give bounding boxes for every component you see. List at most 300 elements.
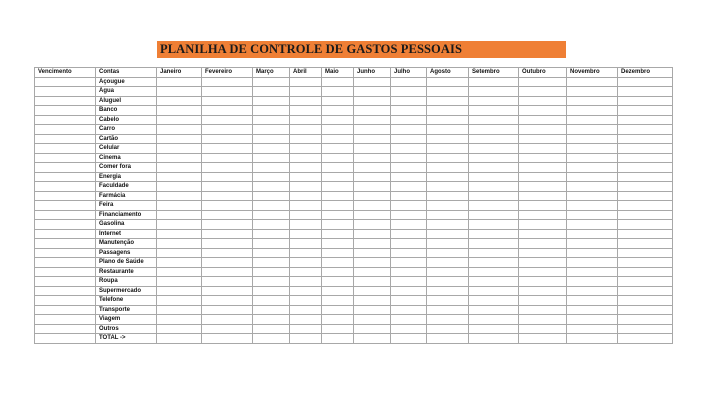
month-value-cell[interactable] xyxy=(567,296,618,306)
month-value-cell[interactable] xyxy=(567,220,618,230)
month-value-cell[interactable] xyxy=(391,144,427,154)
month-value-cell[interactable] xyxy=(322,267,354,277)
month-value-cell[interactable] xyxy=(290,182,322,192)
month-value-cell[interactable] xyxy=(427,96,469,106)
month-value-cell[interactable] xyxy=(519,324,567,334)
month-value-cell[interactable] xyxy=(391,220,427,230)
month-value-cell[interactable] xyxy=(354,277,391,287)
month-value-cell[interactable] xyxy=(391,191,427,201)
month-value-cell[interactable] xyxy=(202,286,253,296)
month-value-cell[interactable] xyxy=(157,77,202,87)
month-value-cell[interactable] xyxy=(469,324,519,334)
month-value-cell[interactable] xyxy=(618,248,673,258)
month-value-cell[interactable] xyxy=(202,96,253,106)
month-value-cell[interactable] xyxy=(618,115,673,125)
month-value-cell[interactable] xyxy=(618,210,673,220)
month-value-cell[interactable] xyxy=(202,191,253,201)
month-value-cell[interactable] xyxy=(354,134,391,144)
month-value-cell[interactable] xyxy=(157,296,202,306)
month-value-cell[interactable] xyxy=(391,106,427,116)
expense-category-cell[interactable]: Água xyxy=(96,87,157,97)
due-date-cell[interactable] xyxy=(35,163,96,173)
month-value-cell[interactable] xyxy=(427,315,469,325)
month-value-cell[interactable] xyxy=(427,258,469,268)
month-value-cell[interactable] xyxy=(253,267,290,277)
month-value-cell[interactable] xyxy=(354,334,391,344)
month-value-cell[interactable] xyxy=(322,115,354,125)
expense-category-cell[interactable]: Plano de Saúde xyxy=(96,258,157,268)
month-value-cell[interactable] xyxy=(290,191,322,201)
month-value-cell[interactable] xyxy=(354,324,391,334)
month-value-cell[interactable] xyxy=(618,144,673,154)
month-value-cell[interactable] xyxy=(567,267,618,277)
month-value-cell[interactable] xyxy=(519,305,567,315)
month-value-cell[interactable] xyxy=(391,267,427,277)
month-value-cell[interactable] xyxy=(354,172,391,182)
month-value-cell[interactable] xyxy=(157,258,202,268)
month-value-cell[interactable] xyxy=(391,163,427,173)
month-value-cell[interactable] xyxy=(391,96,427,106)
column-header[interactable]: Fevereiro xyxy=(202,68,253,78)
column-header[interactable]: Novembro xyxy=(567,68,618,78)
month-value-cell[interactable] xyxy=(157,248,202,258)
expense-category-cell[interactable]: Supermercado xyxy=(96,286,157,296)
month-value-cell[interactable] xyxy=(354,77,391,87)
month-value-cell[interactable] xyxy=(469,96,519,106)
due-date-cell[interactable] xyxy=(35,324,96,334)
month-value-cell[interactable] xyxy=(469,163,519,173)
month-value-cell[interactable] xyxy=(157,144,202,154)
due-date-cell[interactable] xyxy=(35,77,96,87)
month-value-cell[interactable] xyxy=(290,324,322,334)
month-value-cell[interactable] xyxy=(567,182,618,192)
month-value-cell[interactable] xyxy=(618,296,673,306)
due-date-cell[interactable] xyxy=(35,210,96,220)
month-value-cell[interactable] xyxy=(519,115,567,125)
month-value-cell[interactable] xyxy=(427,144,469,154)
month-value-cell[interactable] xyxy=(519,258,567,268)
due-date-cell[interactable] xyxy=(35,144,96,154)
month-value-cell[interactable] xyxy=(567,305,618,315)
month-value-cell[interactable] xyxy=(354,305,391,315)
month-value-cell[interactable] xyxy=(391,115,427,125)
month-value-cell[interactable] xyxy=(202,134,253,144)
month-value-cell[interactable] xyxy=(354,125,391,135)
month-value-cell[interactable] xyxy=(567,277,618,287)
month-value-cell[interactable] xyxy=(618,77,673,87)
month-value-cell[interactable] xyxy=(391,248,427,258)
month-value-cell[interactable] xyxy=(618,334,673,344)
expense-category-cell[interactable]: Viagem xyxy=(96,315,157,325)
month-value-cell[interactable] xyxy=(567,172,618,182)
expense-category-cell[interactable]: Energia xyxy=(96,172,157,182)
month-value-cell[interactable] xyxy=(354,144,391,154)
month-value-cell[interactable] xyxy=(157,229,202,239)
month-value-cell[interactable] xyxy=(157,163,202,173)
expense-category-cell[interactable]: TOTAL -> xyxy=(96,334,157,344)
month-value-cell[interactable] xyxy=(469,334,519,344)
month-value-cell[interactable] xyxy=(427,77,469,87)
expense-category-cell[interactable]: Roupa xyxy=(96,277,157,287)
month-value-cell[interactable] xyxy=(322,144,354,154)
month-value-cell[interactable] xyxy=(253,144,290,154)
due-date-cell[interactable] xyxy=(35,87,96,97)
month-value-cell[interactable] xyxy=(157,334,202,344)
month-value-cell[interactable] xyxy=(253,153,290,163)
month-value-cell[interactable] xyxy=(322,134,354,144)
month-value-cell[interactable] xyxy=(253,115,290,125)
month-value-cell[interactable] xyxy=(202,106,253,116)
month-value-cell[interactable] xyxy=(519,153,567,163)
month-value-cell[interactable] xyxy=(567,153,618,163)
expense-category-cell[interactable]: Cartão xyxy=(96,134,157,144)
month-value-cell[interactable] xyxy=(290,248,322,258)
due-date-cell[interactable] xyxy=(35,258,96,268)
month-value-cell[interactable] xyxy=(322,248,354,258)
month-value-cell[interactable] xyxy=(519,315,567,325)
month-value-cell[interactable] xyxy=(157,191,202,201)
due-date-cell[interactable] xyxy=(35,115,96,125)
month-value-cell[interactable] xyxy=(202,220,253,230)
month-value-cell[interactable] xyxy=(322,172,354,182)
column-header[interactable]: Contas xyxy=(96,68,157,78)
month-value-cell[interactable] xyxy=(202,144,253,154)
month-value-cell[interactable] xyxy=(427,115,469,125)
column-header[interactable]: Setembro xyxy=(469,68,519,78)
expense-category-cell[interactable]: Farmácia xyxy=(96,191,157,201)
month-value-cell[interactable] xyxy=(618,229,673,239)
due-date-cell[interactable] xyxy=(35,334,96,344)
month-value-cell[interactable] xyxy=(290,277,322,287)
month-value-cell[interactable] xyxy=(391,125,427,135)
month-value-cell[interactable] xyxy=(469,277,519,287)
month-value-cell[interactable] xyxy=(354,191,391,201)
month-value-cell[interactable] xyxy=(290,315,322,325)
month-value-cell[interactable] xyxy=(202,296,253,306)
due-date-cell[interactable] xyxy=(35,239,96,249)
month-value-cell[interactable] xyxy=(157,305,202,315)
month-value-cell[interactable] xyxy=(469,106,519,116)
month-value-cell[interactable] xyxy=(391,210,427,220)
month-value-cell[interactable] xyxy=(469,182,519,192)
month-value-cell[interactable] xyxy=(157,315,202,325)
due-date-cell[interactable] xyxy=(35,277,96,287)
month-value-cell[interactable] xyxy=(354,96,391,106)
month-value-cell[interactable] xyxy=(322,277,354,287)
month-value-cell[interactable] xyxy=(354,201,391,211)
month-value-cell[interactable] xyxy=(322,210,354,220)
month-value-cell[interactable] xyxy=(427,324,469,334)
month-value-cell[interactable] xyxy=(354,229,391,239)
month-value-cell[interactable] xyxy=(253,239,290,249)
month-value-cell[interactable] xyxy=(427,182,469,192)
month-value-cell[interactable] xyxy=(567,315,618,325)
due-date-cell[interactable] xyxy=(35,96,96,106)
month-value-cell[interactable] xyxy=(567,286,618,296)
month-value-cell[interactable] xyxy=(427,134,469,144)
month-value-cell[interactable] xyxy=(567,201,618,211)
month-value-cell[interactable] xyxy=(253,258,290,268)
month-value-cell[interactable] xyxy=(322,315,354,325)
column-header[interactable]: Maio xyxy=(322,68,354,78)
month-value-cell[interactable] xyxy=(427,296,469,306)
column-header[interactable]: Agosto xyxy=(427,68,469,78)
month-value-cell[interactable] xyxy=(202,324,253,334)
month-value-cell[interactable] xyxy=(202,334,253,344)
month-value-cell[interactable] xyxy=(391,258,427,268)
month-value-cell[interactable] xyxy=(519,172,567,182)
month-value-cell[interactable] xyxy=(290,220,322,230)
month-value-cell[interactable] xyxy=(469,248,519,258)
month-value-cell[interactable] xyxy=(469,239,519,249)
month-value-cell[interactable] xyxy=(202,201,253,211)
month-value-cell[interactable] xyxy=(567,77,618,87)
month-value-cell[interactable] xyxy=(322,296,354,306)
month-value-cell[interactable] xyxy=(469,296,519,306)
due-date-cell[interactable] xyxy=(35,106,96,116)
month-value-cell[interactable] xyxy=(427,172,469,182)
expense-category-cell[interactable]: Cabelo xyxy=(96,115,157,125)
month-value-cell[interactable] xyxy=(519,134,567,144)
month-value-cell[interactable] xyxy=(391,172,427,182)
month-value-cell[interactable] xyxy=(322,220,354,230)
month-value-cell[interactable] xyxy=(157,220,202,230)
month-value-cell[interactable] xyxy=(253,220,290,230)
month-value-cell[interactable] xyxy=(157,125,202,135)
month-value-cell[interactable] xyxy=(618,125,673,135)
column-header[interactable]: Janeiro xyxy=(157,68,202,78)
month-value-cell[interactable] xyxy=(202,87,253,97)
month-value-cell[interactable] xyxy=(567,239,618,249)
month-value-cell[interactable] xyxy=(157,286,202,296)
month-value-cell[interactable] xyxy=(354,267,391,277)
column-header[interactable]: Março xyxy=(253,68,290,78)
expense-category-cell[interactable]: Banco xyxy=(96,106,157,116)
month-value-cell[interactable] xyxy=(290,134,322,144)
month-value-cell[interactable] xyxy=(469,286,519,296)
month-value-cell[interactable] xyxy=(519,277,567,287)
month-value-cell[interactable] xyxy=(354,315,391,325)
month-value-cell[interactable] xyxy=(427,229,469,239)
month-value-cell[interactable] xyxy=(202,267,253,277)
month-value-cell[interactable] xyxy=(290,87,322,97)
month-value-cell[interactable] xyxy=(157,87,202,97)
month-value-cell[interactable] xyxy=(469,220,519,230)
month-value-cell[interactable] xyxy=(519,125,567,135)
month-value-cell[interactable] xyxy=(469,258,519,268)
month-value-cell[interactable] xyxy=(322,125,354,135)
month-value-cell[interactable] xyxy=(618,172,673,182)
month-value-cell[interactable] xyxy=(469,144,519,154)
month-value-cell[interactable] xyxy=(202,305,253,315)
due-date-cell[interactable] xyxy=(35,125,96,135)
month-value-cell[interactable] xyxy=(469,134,519,144)
month-value-cell[interactable] xyxy=(202,172,253,182)
month-value-cell[interactable] xyxy=(253,296,290,306)
expense-category-cell[interactable]: Restaurante xyxy=(96,267,157,277)
month-value-cell[interactable] xyxy=(391,201,427,211)
month-value-cell[interactable] xyxy=(618,106,673,116)
month-value-cell[interactable] xyxy=(469,229,519,239)
month-value-cell[interactable] xyxy=(519,87,567,97)
month-value-cell[interactable] xyxy=(157,277,202,287)
due-date-cell[interactable] xyxy=(35,134,96,144)
month-value-cell[interactable] xyxy=(290,172,322,182)
month-value-cell[interactable] xyxy=(469,153,519,163)
month-value-cell[interactable] xyxy=(469,201,519,211)
month-value-cell[interactable] xyxy=(290,144,322,154)
expense-category-cell[interactable]: Aluguel xyxy=(96,96,157,106)
month-value-cell[interactable] xyxy=(322,324,354,334)
month-value-cell[interactable] xyxy=(354,115,391,125)
due-date-cell[interactable] xyxy=(35,267,96,277)
month-value-cell[interactable] xyxy=(469,125,519,135)
due-date-cell[interactable] xyxy=(35,153,96,163)
month-value-cell[interactable] xyxy=(202,153,253,163)
month-value-cell[interactable] xyxy=(290,201,322,211)
month-value-cell[interactable] xyxy=(519,286,567,296)
month-value-cell[interactable] xyxy=(290,77,322,87)
month-value-cell[interactable] xyxy=(322,153,354,163)
month-value-cell[interactable] xyxy=(157,106,202,116)
month-value-cell[interactable] xyxy=(157,182,202,192)
expense-category-cell[interactable]: Gasolina xyxy=(96,220,157,230)
month-value-cell[interactable] xyxy=(202,77,253,87)
month-value-cell[interactable] xyxy=(618,182,673,192)
month-value-cell[interactable] xyxy=(157,267,202,277)
month-value-cell[interactable] xyxy=(290,334,322,344)
month-value-cell[interactable] xyxy=(202,258,253,268)
month-value-cell[interactable] xyxy=(519,201,567,211)
month-value-cell[interactable] xyxy=(253,277,290,287)
month-value-cell[interactable] xyxy=(519,334,567,344)
month-value-cell[interactable] xyxy=(427,201,469,211)
month-value-cell[interactable] xyxy=(618,96,673,106)
month-value-cell[interactable] xyxy=(567,229,618,239)
month-value-cell[interactable] xyxy=(322,201,354,211)
due-date-cell[interactable] xyxy=(35,172,96,182)
column-header[interactable]: Junho xyxy=(354,68,391,78)
due-date-cell[interactable] xyxy=(35,305,96,315)
month-value-cell[interactable] xyxy=(567,324,618,334)
month-value-cell[interactable] xyxy=(202,239,253,249)
month-value-cell[interactable] xyxy=(253,172,290,182)
month-value-cell[interactable] xyxy=(427,125,469,135)
month-value-cell[interactable] xyxy=(253,134,290,144)
expense-category-cell[interactable]: Açougue xyxy=(96,77,157,87)
month-value-cell[interactable] xyxy=(157,134,202,144)
month-value-cell[interactable] xyxy=(202,315,253,325)
month-value-cell[interactable] xyxy=(567,163,618,173)
month-value-cell[interactable] xyxy=(290,106,322,116)
month-value-cell[interactable] xyxy=(253,229,290,239)
month-value-cell[interactable] xyxy=(519,267,567,277)
expense-category-cell[interactable]: Faculdade xyxy=(96,182,157,192)
month-value-cell[interactable] xyxy=(567,115,618,125)
month-value-cell[interactable] xyxy=(567,96,618,106)
month-value-cell[interactable] xyxy=(202,115,253,125)
expense-category-cell[interactable]: Feira xyxy=(96,201,157,211)
column-header[interactable]: Dezembro xyxy=(618,68,673,78)
month-value-cell[interactable] xyxy=(519,96,567,106)
month-value-cell[interactable] xyxy=(253,315,290,325)
month-value-cell[interactable] xyxy=(427,163,469,173)
month-value-cell[interactable] xyxy=(427,267,469,277)
month-value-cell[interactable] xyxy=(391,315,427,325)
month-value-cell[interactable] xyxy=(567,210,618,220)
month-value-cell[interactable] xyxy=(469,305,519,315)
month-value-cell[interactable] xyxy=(391,296,427,306)
expense-category-cell[interactable]: Cinema xyxy=(96,153,157,163)
month-value-cell[interactable] xyxy=(427,286,469,296)
month-value-cell[interactable] xyxy=(567,144,618,154)
month-value-cell[interactable] xyxy=(391,239,427,249)
month-value-cell[interactable] xyxy=(354,153,391,163)
month-value-cell[interactable] xyxy=(253,125,290,135)
month-value-cell[interactable] xyxy=(618,267,673,277)
month-value-cell[interactable] xyxy=(519,248,567,258)
month-value-cell[interactable] xyxy=(253,201,290,211)
month-value-cell[interactable] xyxy=(618,239,673,249)
month-value-cell[interactable] xyxy=(391,77,427,87)
month-value-cell[interactable] xyxy=(253,191,290,201)
month-value-cell[interactable] xyxy=(469,267,519,277)
column-header[interactable]: Abril xyxy=(290,68,322,78)
month-value-cell[interactable] xyxy=(391,286,427,296)
month-value-cell[interactable] xyxy=(290,229,322,239)
month-value-cell[interactable] xyxy=(567,125,618,135)
month-value-cell[interactable] xyxy=(427,277,469,287)
month-value-cell[interactable] xyxy=(618,191,673,201)
month-value-cell[interactable] xyxy=(391,182,427,192)
month-value-cell[interactable] xyxy=(157,239,202,249)
month-value-cell[interactable] xyxy=(253,210,290,220)
due-date-cell[interactable] xyxy=(35,315,96,325)
month-value-cell[interactable] xyxy=(322,305,354,315)
month-value-cell[interactable] xyxy=(157,153,202,163)
due-date-cell[interactable] xyxy=(35,296,96,306)
month-value-cell[interactable] xyxy=(290,258,322,268)
month-value-cell[interactable] xyxy=(618,163,673,173)
month-value-cell[interactable] xyxy=(290,210,322,220)
month-value-cell[interactable] xyxy=(354,286,391,296)
month-value-cell[interactable] xyxy=(322,334,354,344)
month-value-cell[interactable] xyxy=(469,87,519,97)
month-value-cell[interactable] xyxy=(253,96,290,106)
month-value-cell[interactable] xyxy=(354,106,391,116)
month-value-cell[interactable] xyxy=(290,163,322,173)
month-value-cell[interactable] xyxy=(469,77,519,87)
month-value-cell[interactable] xyxy=(354,258,391,268)
month-value-cell[interactable] xyxy=(618,134,673,144)
month-value-cell[interactable] xyxy=(519,144,567,154)
month-value-cell[interactable] xyxy=(322,182,354,192)
month-value-cell[interactable] xyxy=(469,172,519,182)
month-value-cell[interactable] xyxy=(519,163,567,173)
month-value-cell[interactable] xyxy=(427,106,469,116)
month-value-cell[interactable] xyxy=(202,125,253,135)
month-value-cell[interactable] xyxy=(391,87,427,97)
month-value-cell[interactable] xyxy=(427,210,469,220)
month-value-cell[interactable] xyxy=(157,201,202,211)
month-value-cell[interactable] xyxy=(157,96,202,106)
month-value-cell[interactable] xyxy=(253,286,290,296)
month-value-cell[interactable] xyxy=(567,106,618,116)
month-value-cell[interactable] xyxy=(618,286,673,296)
month-value-cell[interactable] xyxy=(290,115,322,125)
month-value-cell[interactable] xyxy=(253,182,290,192)
month-value-cell[interactable] xyxy=(290,267,322,277)
